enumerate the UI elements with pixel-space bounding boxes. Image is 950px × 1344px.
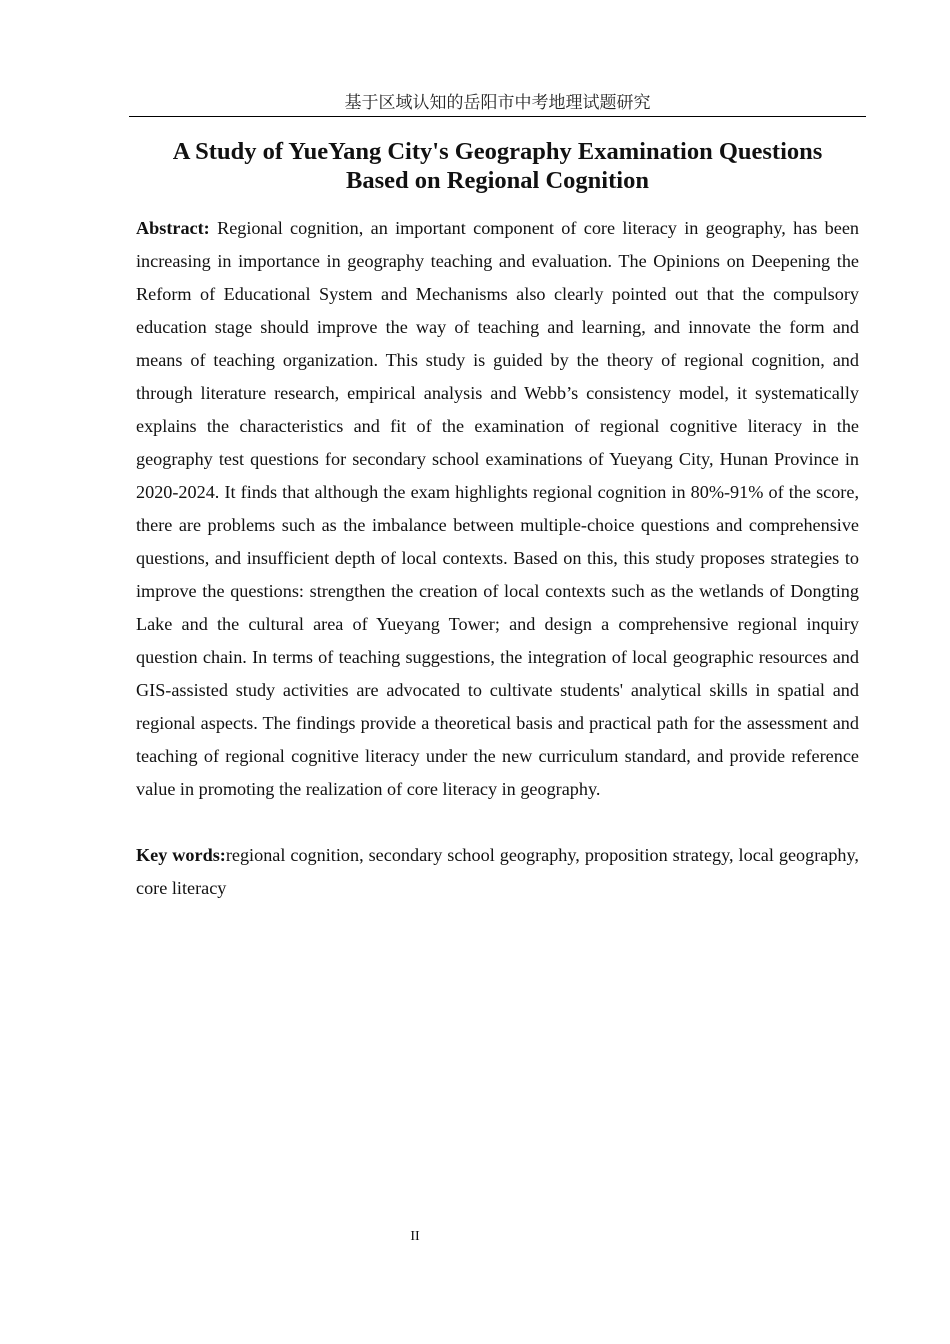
paper-title-line-1: A Study of YueYang City's Geography Examination Questions [172,138,823,165]
abstract-text: Regional cognition, an important component of core literacy in geography, has been increasing in importance in geography teaching and evaluation. The Opinions on Deepening the Reform of Educational System and Mechanisms also clearly pointed out that the compulsory education stage should improve the way of teaching and learning, and innovate the form and means of teaching organization. This study is guided by the theory of regional cognition, and through literature research, empirical analysis and Webb’s consistency model, it systematically explains the characteristics and fit of the examination of regional cognitive literacy in the geography test questions for secondary school examinations of Yueyang City, Hunan Province in 2020-2024. It finds that although the exam highlights regional cognition in 80%-91% of the score, there are problems such as the imbalance between multiple-choice questions and comprehensive questions, and insufficient depth of local contexts. Based on this, this study proposes strategies to improve the questions: strengthen the creation of local contexts such as the wetlands of Dongting Lake and the cultural area of Yueyang Tower; and design a comprehensive regional inquiry question chain. In terms of teaching suggestions, the integration of local geographic resources and GIS-assisted study activities are advocated to cultivate students' analytical skills in spatial and regional aspects. The findings provide a theoretical basis and practical path for the assessment and teaching of regional cognitive literacy under the new curriculum standard, and provide reference value in promoting the realization of core literacy in geography. [136,218,860,799]
abstract-paragraph [136,212,859,806]
keywords-text: regional cognition, secondary school geography, proposition strategy, local geography, core literacy [136,845,859,898]
abstract-label: Abstract: [136,218,210,238]
paper-title [129,137,866,195]
running-header: 基于区域认知的岳阳市中考地理试题研究 [129,92,866,117]
page-number: II [410,1229,420,1244]
keywords-paragraph [136,839,859,905]
paper-title-line-2: Based on Regional Cognition [346,167,649,194]
keywords-label: Key words: [136,845,226,865]
